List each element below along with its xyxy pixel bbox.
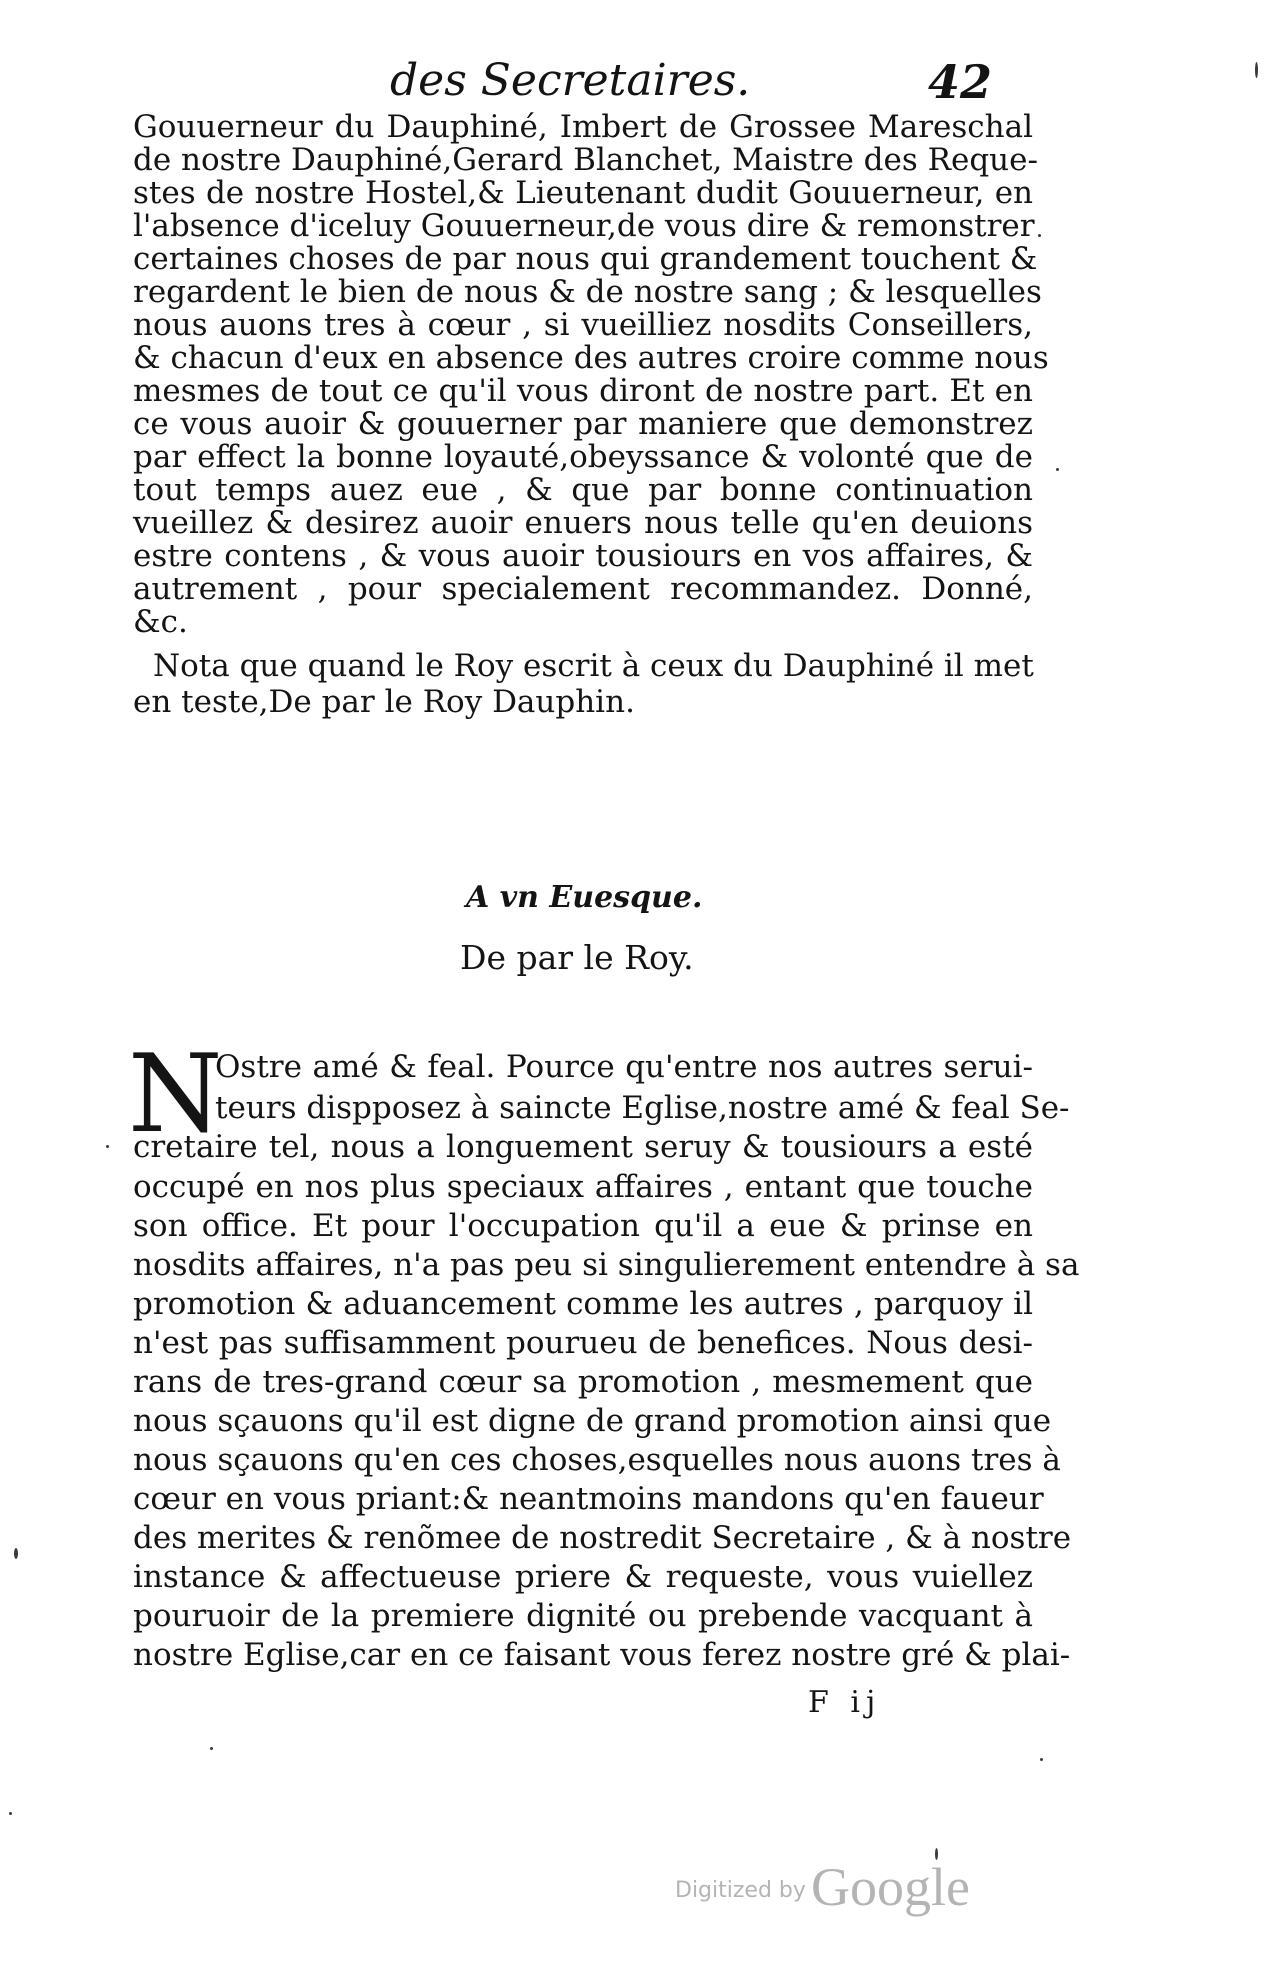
scan-speck: [9, 1812, 12, 1815]
letter-line: promotion & aduancement comme les autres , parquoy il: [133, 1286, 1033, 1322]
google-watermark: [675, 1856, 970, 1918]
gathering-signature: F ij: [808, 1685, 882, 1720]
letter-line: Ostre amé & feal. Pource qu'entre nos autres serui-: [215, 1049, 1033, 1085]
text-line: mesmes de tout ce qu'il vous diront de nostre part. Et en: [133, 373, 1033, 409]
watermark-brand: Google: [811, 1857, 970, 1917]
letter-line: instance & affectueuse priere & requeste, vous vuiellez: [133, 1559, 1033, 1595]
scan-speck: [1255, 62, 1258, 78]
text-line: certaines choses de par nous qui grandement touchent &: [133, 241, 1038, 277]
text-line: autrement , pour specialement recommandez. Donné,: [133, 571, 1033, 607]
running-title: des Secretaires.: [390, 55, 751, 106]
letter-line: son office. Et pour l'occupation qu'il a eue & prinse en: [133, 1208, 1033, 1244]
note-line: Nota que quand le Roy escrit à ceux du Dauphiné il met: [153, 648, 1034, 684]
letter-line: nosdits affaires, n'a pas peu si singulierement entendre à sa: [133, 1247, 1080, 1283]
letter-line: rans de tres-grand cœur sa promotion , mesmement que: [133, 1364, 1033, 1400]
text-line: l'absence d'iceluy Gouuerneur,de vous dire & remonstrer: [133, 208, 1035, 244]
text-line: nous auons tres à cœur , si vueilliez nosdits Conseillers,: [133, 307, 1033, 343]
letter-line: cretaire tel, nous a longuement seruy & tousiours a esté: [133, 1129, 1033, 1165]
text-line: regardent le bien de nous & de nostre sang ; & lesquelles: [133, 274, 1042, 310]
scan-speck: [1056, 468, 1059, 471]
text-line: tout temps auez eue , & que par bonne continuation: [133, 472, 1033, 508]
letter-line: nous sçauons qu'en ces choses,esquelles nous auons tres à: [133, 1442, 1061, 1478]
scan-speck: [210, 1747, 213, 1750]
text-line: estre contens , & vous auoir tousiours en vos affaires, &: [133, 538, 1033, 574]
scan-speck: [106, 1145, 109, 1148]
drop-capital: N: [128, 1032, 223, 1157]
letter-address: A vn Euesque.: [466, 880, 703, 915]
text-line: ce vous auoir & gouuerner par maniere que demonstrez: [133, 406, 1033, 442]
scan-speck: [14, 1548, 18, 1559]
scan-speck: [1038, 234, 1041, 237]
watermark-prefix: Digitized by: [675, 1878, 806, 1903]
letter-line: nostre Eglise,car en ce faisant vous ferez nostre gré & plai-: [133, 1637, 1071, 1673]
letter-line: teurs dispposez à saincte Eglise,nostre amé & feal Se-: [215, 1090, 1070, 1126]
letter-heading: De par le Roy.: [460, 938, 694, 977]
text-line: stes de nostre Hostel,& Lieutenant dudit Gouuerneur, en: [133, 175, 1033, 211]
text-line: vueillez & desirez auoir enuers nous telle qu'en deuions: [133, 505, 1033, 541]
letter-line: des merites & renõmee de nostredit Secretaire , & à nostre: [133, 1520, 1072, 1556]
letter-line: occupé en nos plus speciaux affaires , entant que touche: [133, 1169, 1033, 1205]
text-line: par effect la bonne loyauté,obeyssance & volonté que de: [133, 439, 1033, 475]
text-line: Gouuerneur du Dauphiné, Imbert de Grossee Mareschal: [133, 109, 1033, 145]
letter-line: nous sçauons qu'il est digne de grand promotion ainsi que: [133, 1403, 1052, 1439]
note-line: en teste,De par le Roy Dauphin.: [133, 684, 635, 720]
text-line: de nostre Dauphiné,Gerard Blanchet, Maistre des Reque-: [133, 142, 1038, 178]
text-line: &c.: [133, 604, 188, 640]
scan-speck: [1040, 1758, 1043, 1761]
text-line: & chacun d'eux en absence des autres croire comme nous: [133, 340, 1049, 376]
letter-line: n'est pas suffisamment pourueu de benefices. Nous desi-: [133, 1325, 1033, 1361]
letter-line: pouruoir de la premiere dignité ou prebende vacquant à: [133, 1598, 1033, 1634]
page-number: 42: [928, 55, 993, 109]
letter-line: cœur en vous priant:& neantmoins mandons qu'en faueur: [133, 1481, 1044, 1517]
